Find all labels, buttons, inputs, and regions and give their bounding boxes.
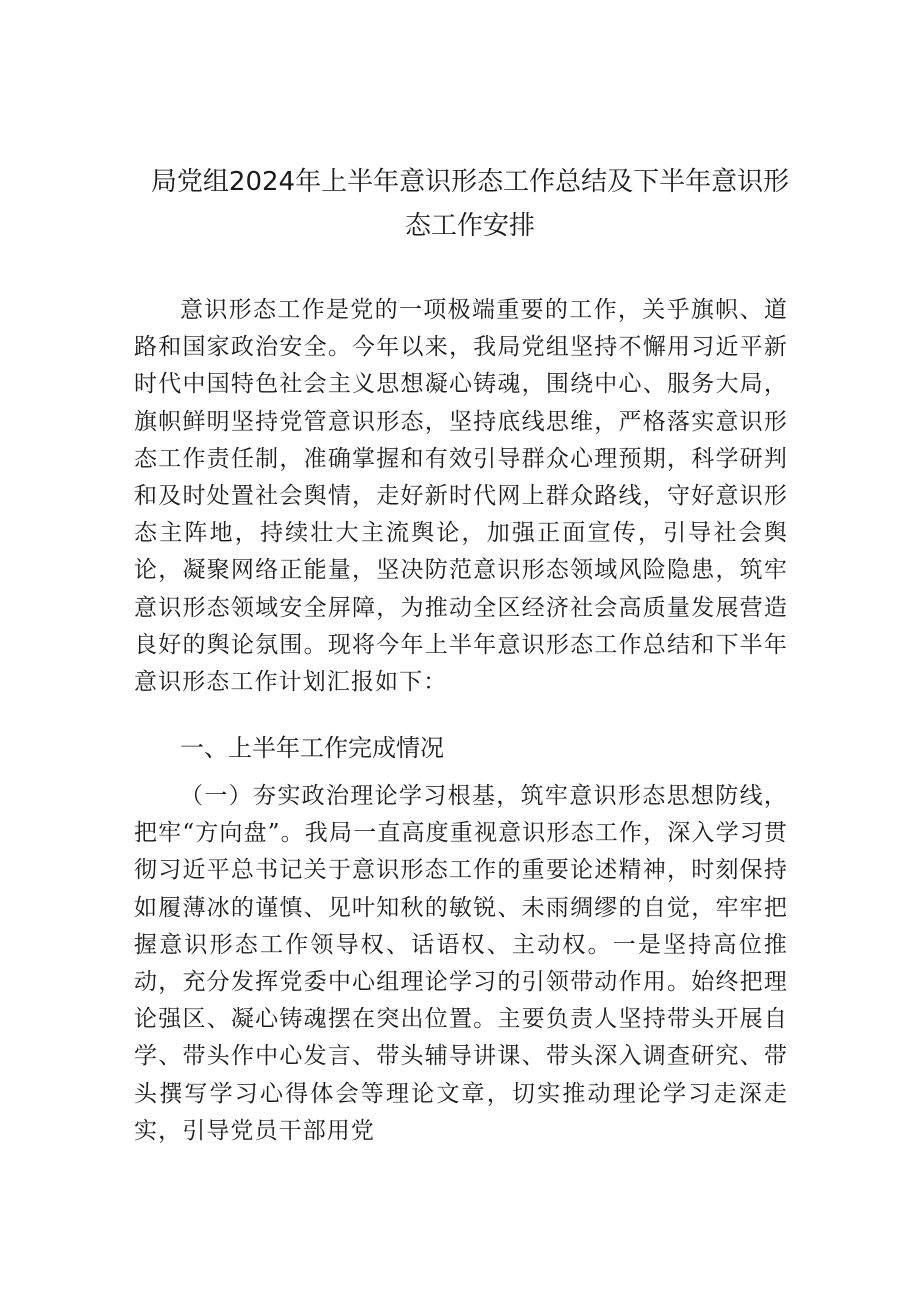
section-1-heading: 一、上半年工作完成情况 xyxy=(180,734,444,762)
section-1-paragraph: （一）夯实政治理论学习根基，筑牢意识形态思想防线，把牢“方向盘”。我局一直高度重视意识形态工作，深入学习贯彻习近平总书记关于意识形态工作的重要论述精神，时刻保持如履薄冰的谨慎、见叶知秋的敏锐、未雨绸缪的自觉，牢牢把握意识形态工作领导权、话语权、主动权。一是坚持高位推动，充分发挥党委中心组理论学习的引领带动作用。始终把理论强区、凝心铸魂摆在突出位置。主要负责人坚持带头开展自学、带头作中心发言、带头辅导讲课、带头深入调查研究、带头撰写学习心得体会等理论文章，切实推动理论学习走深走实，引导党员干部用党 xyxy=(134,783,788,1144)
document-title: 局党组2024年上半年意识形态工作总结及下半年意识形态工作安排 xyxy=(150,167,790,241)
intro-paragraph: 意识形态工作是党的一项极端重要的工作，关乎旗帜、道路和国家政治安全。今年以来，我局党组坚持不懈用习近平新时代中国特色社会主义思想凝心铸魂，围绕中心、服务大局，旗帜鲜明坚持党管意识形态，坚持底线思维，严格落实意识形态工作责任制，准确掌握和有效引导群众心理预期，科学研判和及时处置社会舆情，走好新时代网上群众路线，守好意识形态主阵地，持续壮大主流舆论，加强正面宣传，引导社会舆论，凝聚网络正能量，坚决防范意识形态领域风险隐患，筑牢意识形态领域安全屏障，为推动全区经济社会高质量发展营造良好的舆论氛围。现将今年上半年意识形态工作总结和下半年意识形态工作计划汇报如下： xyxy=(134,297,788,696)
